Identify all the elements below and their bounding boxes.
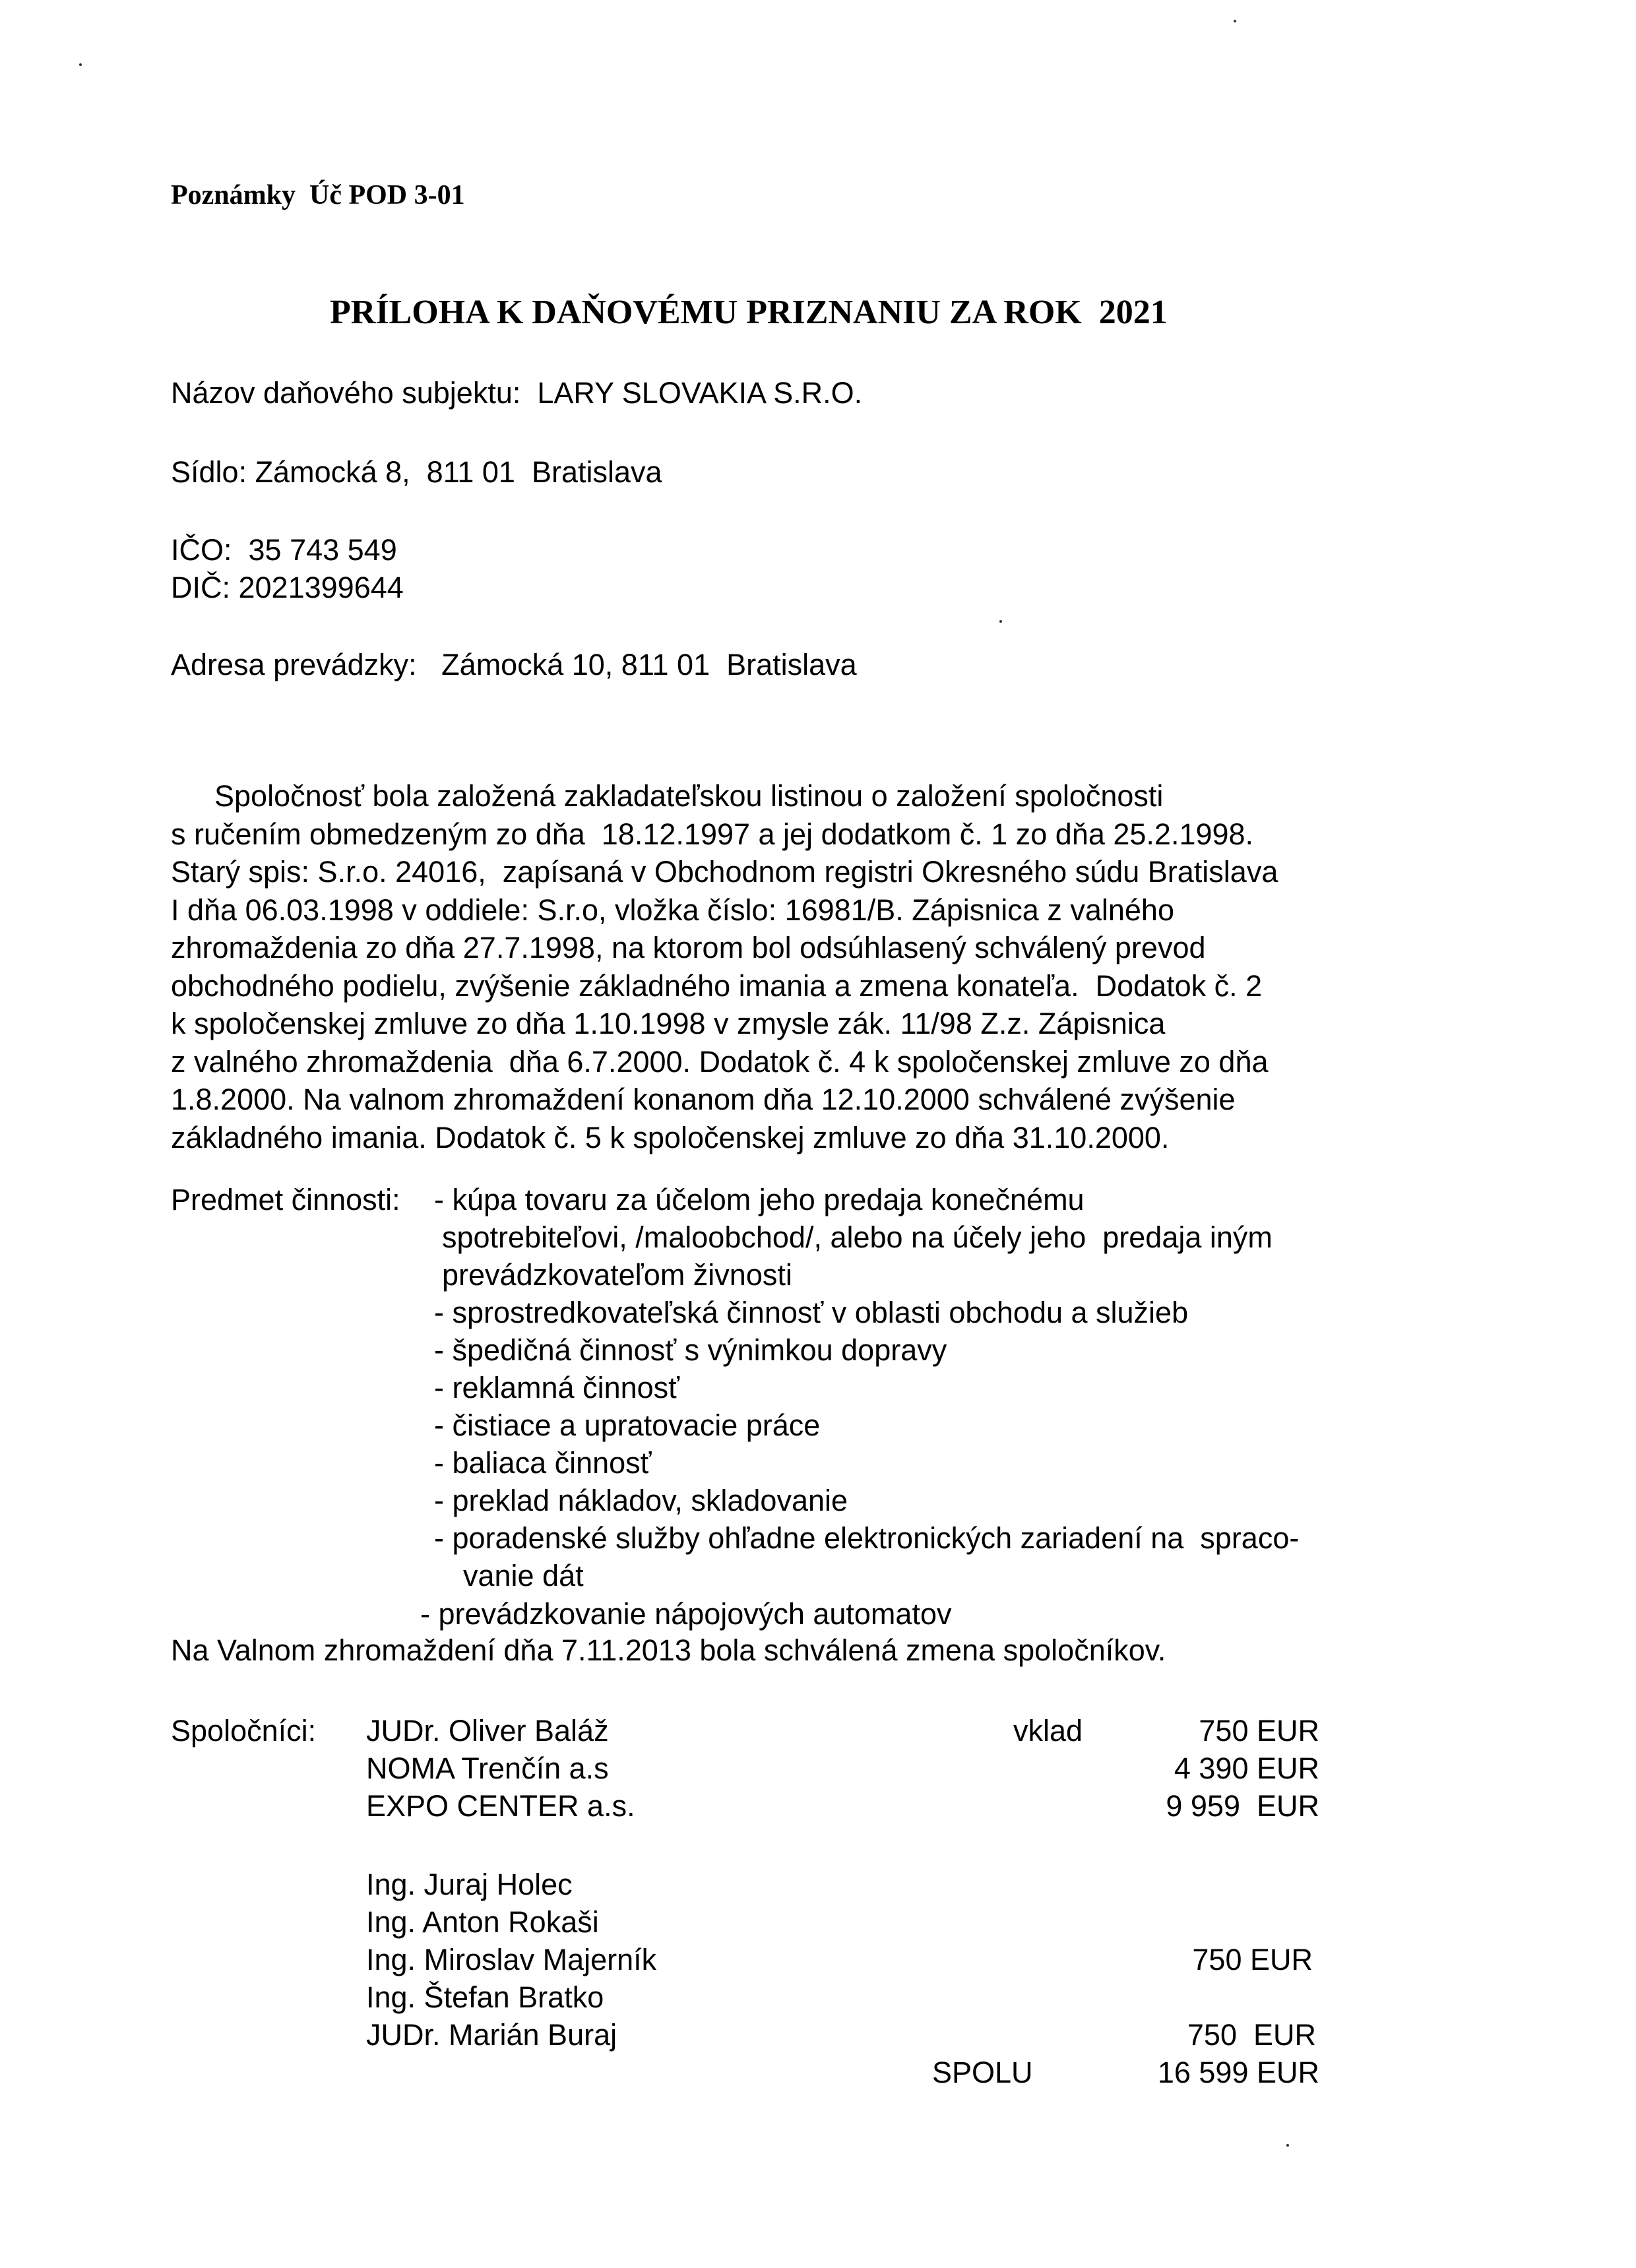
activity-item: - prevádzkovanie nápojových automatov [420, 1597, 952, 1631]
meeting-note: Na Valnom zhromaždení dňa 7.11.2013 bola schválená zmena spoločníkov. [171, 1633, 1166, 1667]
activity-item: - sprostredkovateľská činnosť v oblasti obchodu a služieb [434, 1296, 1189, 1329]
activity-item: - poradenské služby ohľadne elektronických zariadení na spraco- [434, 1521, 1300, 1555]
partner-name: Ing. Anton Rokaši [366, 1905, 599, 1939]
document-title: PRÍLOHA K DAŇOVÉMU PRIZNANIU ZA ROK 2021 [330, 294, 1168, 331]
premises-address: Adresa prevádzky: Zámocká 10, 811 01 Bratislava [171, 648, 857, 681]
paragraph-line: z valného zhromaždenia dňa 6.7.2000. Dodatok č. 4 k spoločenskej zmluve zo dňa [171, 1045, 1269, 1079]
partner-name: NOMA Trenčín a.s [366, 1751, 609, 1785]
activities-label: Predmet činnosti: [171, 1183, 400, 1216]
scan-speck [1234, 20, 1236, 22]
partner-amount: 750 EUR [1192, 1943, 1313, 1976]
activity-item: - preklad nákladov, skladovanie [434, 1484, 848, 1517]
partner-name: JUDr. Oliver Baláž [366, 1714, 609, 1748]
notes-header: Poznámky Úč POD 3-01 [171, 180, 465, 210]
paragraph-line: obchodného podielu, zvýšenie základného imania a zmena konateľa. Dodatok č. 2 [171, 969, 1263, 1003]
activity-item: prevádzkovateľom živnosti [442, 1258, 792, 1292]
activity-item: - špedičná činnosť s výnimkou dopravy [434, 1333, 947, 1367]
partner-name: JUDr. Marián Buraj [366, 2018, 617, 2052]
partner-amount: 9 959 EUR [1166, 1789, 1319, 1823]
total-label: SPOLU [932, 2056, 1033, 2089]
taxpayer-name: Názov daňového subjektu: LARY SLOVAKIA S.R.O. [171, 376, 863, 410]
partner-amount: 4 390 EUR [1174, 1751, 1319, 1785]
scan-speck [999, 620, 1002, 623]
scan-speck [79, 63, 82, 66]
registered-seat: Sídlo: Zámocká 8, 811 01 Bratislava [171, 455, 662, 489]
paragraph-line: 1.8.2000. Na valnom zhromaždení konanom dňa 12.10.2000 schválené zvýšenie [171, 1083, 1236, 1116]
deposit-label: vklad [1013, 1714, 1083, 1748]
activity-item: spotrebiteľovi, /maloobchod/, alebo na účely jeho predaja iným [442, 1220, 1273, 1254]
paragraph-line: k spoločenskej zmluve zo dňa 1.10.1998 v zmysle zák. 11/98 Z.z. Zápisnica [171, 1007, 1166, 1040]
partner-name: Ing. Miroslav Majerník [366, 1943, 657, 1976]
partner-name: EXPO CENTER a.s. [366, 1789, 635, 1823]
total-amount: 16 599 EUR [1157, 2056, 1319, 2089]
activity-item: - čistiace a upratovacie práce [434, 1408, 821, 1442]
activity-item: - baliaca činnosť [434, 1446, 652, 1480]
paragraph-line: Spoločnosť bola založená zakladateľskou listinou o založení spoločnosti [214, 779, 1164, 813]
activity-item: vanie dát [463, 1559, 584, 1592]
scan-speck [1286, 2144, 1289, 2147]
partner-amount: 750 EUR [1187, 2018, 1316, 2052]
dic-number: DIČ: 2021399644 [171, 571, 404, 604]
ico-number: IČO: 35 743 549 [171, 533, 397, 567]
partner-name: Ing. Juraj Holec [366, 1868, 573, 1901]
partner-amount: 750 EUR [1199, 1714, 1319, 1748]
paragraph-line: I dňa 06.03.1998 v oddiele: S.r.o, vložka číslo: 16981/B. Zápisnica z valného [171, 893, 1174, 927]
paragraph-line: zhromaždenia zo dňa 27.7.1998, na ktorom bol odsúhlasený schválený prevod [171, 931, 1206, 964]
paragraph-line: s ručením obmedzeným zo dňa 18.12.1997 a jej dodatkom č. 1 zo dňa 25.2.1998. [171, 817, 1254, 851]
paragraph-line: Starý spis: S.r.o. 24016, zapísaná v Obchodnom registri Okresného súdu Bratislava [171, 855, 1278, 889]
paragraph-line: základného imania. Dodatok č. 5 k spoločenskej zmluve zo dňa 31.10.2000. [171, 1121, 1170, 1154]
activity-item: - kúpa tovaru za účelom jeho predaja konečnému [434, 1183, 1085, 1216]
activity-item: - reklamná činnosť [434, 1371, 680, 1404]
partner-name: Ing. Štefan Bratko [366, 1980, 604, 2014]
partners-label: Spoločníci: [171, 1714, 317, 1748]
